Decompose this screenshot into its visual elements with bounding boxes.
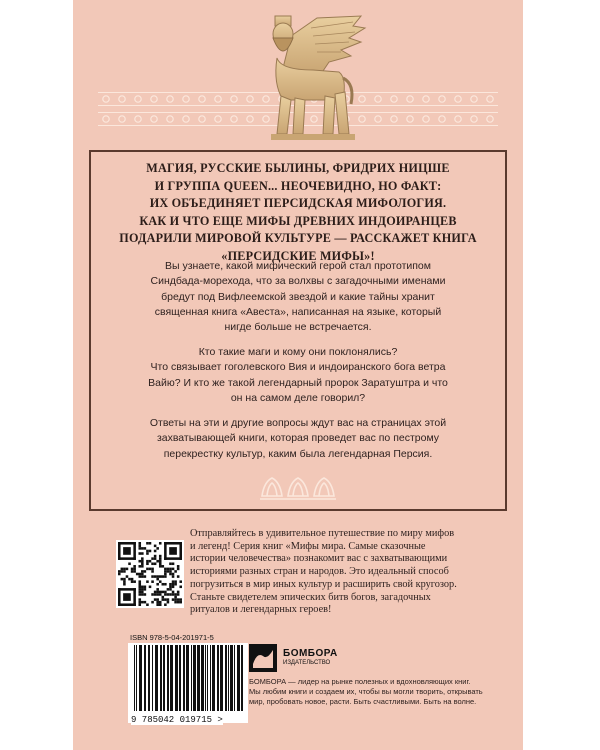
series-line: и легенд! Серия книг «Мифы мира. Самые сказочные	[190, 540, 426, 552]
rosette-icon	[439, 116, 445, 122]
rosette-icon	[391, 116, 397, 122]
back-cover	[73, 0, 523, 750]
rosette-icon	[183, 96, 189, 102]
crown-ornament-icon	[258, 474, 338, 502]
publisher-line: БОМБОРА — лидер на рынке полезных и вдохновляющих книг.	[249, 677, 471, 686]
rosette-icon	[455, 96, 461, 102]
paragraph-3	[103, 416, 493, 462]
paragraph-line: он на самом деле говорил?	[230, 391, 366, 404]
rosette-icon	[471, 116, 477, 122]
series-line: историями разных стран и народов. Это идеальный способ	[190, 566, 449, 578]
rosette-icon	[135, 96, 141, 102]
series-line: истории человечества» познакомит вас с захватывающими	[190, 553, 448, 565]
rosette-icon	[375, 116, 381, 122]
rosette-icon	[167, 116, 173, 122]
rosette-icon	[487, 116, 493, 122]
headline-line: «ПЕРСИДСКИЕ МИФЫ»!	[221, 248, 375, 263]
publisher-name: БОМБОРА	[283, 648, 338, 659]
paragraph-1	[103, 259, 493, 335]
rosette-icon	[199, 96, 205, 102]
rosette-icon	[199, 116, 205, 122]
rosette-icon	[423, 116, 429, 122]
rosette-icon	[135, 116, 141, 122]
rosette-icon	[103, 116, 109, 122]
headline-line: КАК И ЧТО ЕЩЕ МИФЫ ДРЕВНИХ ИНДОИРАНЦЕВ	[139, 213, 457, 228]
series-line: погрузиться в мир иных культур и расширить свой кругозор.	[190, 578, 457, 590]
rosette-icon	[487, 96, 493, 102]
paragraph-line: Кто такие маги и кому они поклонялись?	[198, 346, 398, 358]
paragraph-line: нигде больше не встречается.	[224, 321, 372, 334]
barcode-block	[128, 633, 248, 733]
qr-code-icon[interactable]	[116, 540, 184, 608]
lamassu-illustration	[221, 8, 371, 148]
paragraph-line: Вайю? И кто же такой легендарный пророк Заратуштра и что	[148, 376, 448, 389]
rosette-icon	[407, 96, 413, 102]
headline-line: ПОДАРИЛИ МИРОВОЙ КУЛЬТУРЕ — РАССКАЖЕТ КНИГА	[119, 231, 477, 245]
paragraph-line: Что связывает гоголевского Вия и индоиранского бога ветра	[150, 361, 446, 374]
paragraph-2	[103, 345, 493, 406]
rosette-icon	[183, 116, 189, 122]
series-line: Станьте свидетелем эпических битв богов, загадочных	[190, 591, 431, 603]
series-description	[190, 528, 480, 617]
series-line: ритуалов и легендарных героев!	[190, 604, 332, 616]
rosette-icon	[119, 96, 125, 102]
rosette-icon	[375, 96, 381, 102]
rosette-icon	[167, 96, 173, 102]
rosette-icon	[407, 116, 413, 122]
paragraph-line: Ответы на эти и другие вопросы ждут вас на страницах этой	[149, 417, 447, 429]
rosette-icon	[423, 96, 429, 102]
barcode	[128, 643, 248, 723]
series-line: Отправляйтесь в удивительное путешествие по миру мифов	[190, 528, 455, 539]
paragraph-line: захватывающей книги, которая проведет вас по пестрому	[156, 432, 440, 445]
bombora-wave-icon	[249, 644, 277, 672]
rosette-icon	[151, 96, 157, 102]
rosette-icon	[439, 96, 445, 102]
paragraph-line: священная книга «Авеста», написанная на языке, который	[154, 305, 442, 318]
headline-line: И ГРУППА QUEEN... НЕОЧЕВИДНО, НО ФАКТ:	[154, 178, 442, 193]
rosette-icon	[455, 116, 461, 122]
rosette-icon	[471, 96, 477, 102]
paragraph-line: Синдбада-морехода, что за волхвы с загадочными именами	[150, 275, 446, 288]
rosette-icon	[103, 96, 109, 102]
rosette-icon	[119, 116, 125, 122]
publisher-description	[249, 677, 499, 707]
publisher-line: Мы любим книги и создаем их, чтобы вы могли творить, открывать	[249, 687, 483, 696]
publisher-line: мир, пробовать новое, расти. Быть счастливыми. Быть на волне.	[249, 697, 477, 706]
paragraph-line: бредут под Вифлеемской звездой и какие тайны хранит	[161, 290, 435, 303]
publisher-logo	[249, 642, 379, 674]
headline	[103, 160, 493, 265]
rosette-icon	[391, 96, 397, 102]
headline-line: МАГИЯ, РУССКИЕ БЫЛИНЫ, ФРИДРИХ НИЦШЕ	[146, 161, 450, 175]
rosette-icon	[151, 116, 157, 122]
headline-line: ИХ ОБЪЕДИНЯЕТ ПЕРСИДСКАЯ МИФОЛОГИЯ.	[149, 196, 447, 210]
isbn-digits: 9 785042 019715 >	[131, 715, 223, 725]
paragraph-line: перекрестку культур, каким была легендарная Персия.	[163, 447, 433, 460]
publisher-sub: ИЗДАТЕЛЬСТВО	[283, 660, 331, 666]
paragraph-line: Вы узнаете, какой мифический герой стал прототипом	[165, 260, 431, 272]
isbn-label: ISBN 978-5-04-201971-5	[130, 633, 214, 642]
barcode-icon	[128, 643, 248, 715]
